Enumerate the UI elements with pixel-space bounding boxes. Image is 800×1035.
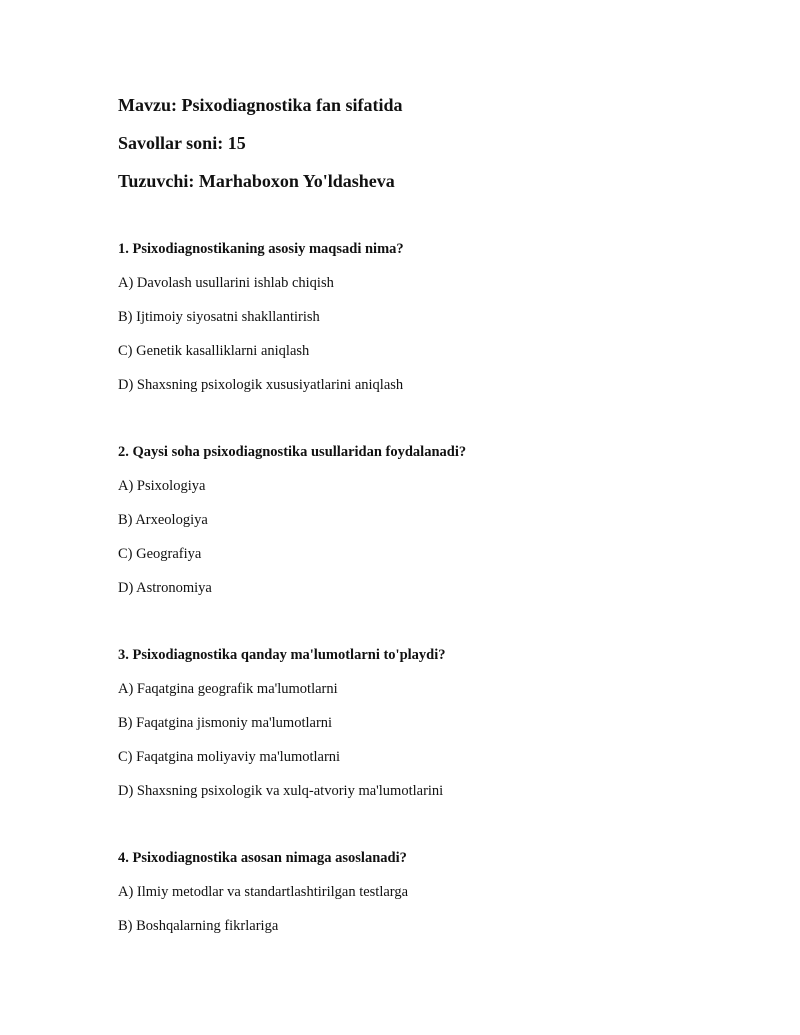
question-2-option-c: C) Geografiya [118,546,202,562]
question-2-option-b: B) Arxeologiya [118,512,208,528]
question-3-option-a: A) Faqatgina geografik ma'lumotlarni [118,681,338,697]
question-4-option-b: B) Boshqalarning fikrlariga [118,918,279,934]
question-3-option-c: C) Faqatgina moliyaviy ma'lumotlarni [118,749,341,765]
topic-heading: Mavzu: Psixodiagnostika fan sifatida [118,95,403,115]
question-3-option-d: D) Shaxsning psixologik va xulq-atvoriy ma'lumotlarini [118,783,444,799]
question-4-title: 4. Psixodiagnostika asosan nimaga asoslanadi? [118,850,407,866]
question-1-title: 1. Psixodiagnostikaning asosiy maqsadi nima? [118,241,404,257]
question-2-option-d: D) Astronomiya [118,580,212,596]
question-count-heading: Savollar soni: 15 [118,133,246,153]
question-4-option-a: A) Ilmiy metodlar va standartlashtirilgan testlarga [118,884,409,900]
question-1-option-b: B) Ijtimoiy siyosatni shakllantirish [118,309,320,325]
question-3-title: 3. Psixodiagnostika qanday ma'lumotlarni to'playdi? [118,647,446,663]
question-1-option-a: A) Davolash usullarini ishlab chiqish [118,275,334,291]
author-heading: Tuzuvchi: Marhaboxon Yo'ldasheva [118,171,395,191]
question-2-option-a: A) Psixologiya [118,478,206,494]
question-1-option-d: D) Shaxsning psixologik xususiyatlarini aniqlash [118,377,404,393]
question-1-option-c: C) Genetik kasalliklarni aniqlash [118,343,310,359]
question-3-option-b: B) Faqatgina jismoniy ma'lumotlarni [118,715,333,731]
question-2-title: 2. Qaysi soha psixodiagnostika usullaridan foydalanadi? [118,444,467,460]
